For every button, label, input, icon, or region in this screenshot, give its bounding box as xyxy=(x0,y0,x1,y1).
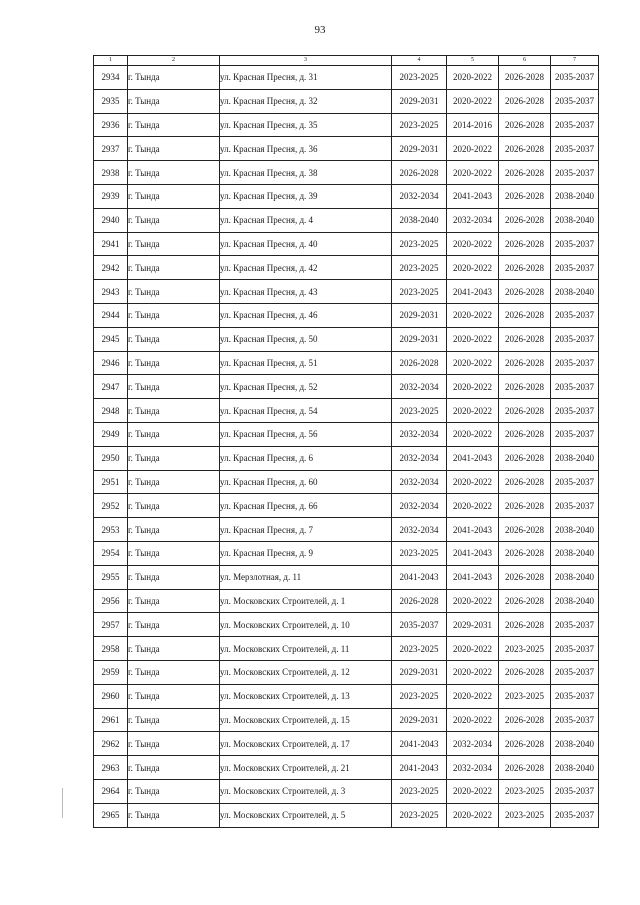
row-period-5: 2020-2022 xyxy=(447,494,499,518)
row-address: ул. Красная Пресня, д. 56 xyxy=(220,422,392,446)
row-period-4: 2023-2025 xyxy=(392,399,447,423)
table-row xyxy=(94,589,599,613)
row-period-4: 2023-2025 xyxy=(392,113,447,137)
row-period-5: 2020-2022 xyxy=(447,232,499,256)
row-period-4: 2029-2031 xyxy=(392,708,447,732)
table-row xyxy=(94,89,599,113)
row-city: г. Тында xyxy=(128,756,220,780)
row-period-5: 2020-2022 xyxy=(447,89,499,113)
table-body xyxy=(94,66,599,828)
row-period-5: 2020-2022 xyxy=(447,161,499,185)
row-period-5: 2020-2022 xyxy=(447,589,499,613)
table-row xyxy=(94,113,599,137)
table-row xyxy=(94,732,599,756)
row-address: ул. Красная Пресня, д. 36 xyxy=(220,137,392,161)
row-number: 2947 xyxy=(94,375,128,399)
row-city: г. Тында xyxy=(128,303,220,327)
row-period-7: 2035-2037 xyxy=(551,351,599,375)
row-city: г. Тында xyxy=(128,613,220,637)
row-period-6: 2023-2025 xyxy=(499,803,551,827)
row-city: г. Тында xyxy=(128,803,220,827)
row-period-4: 2041-2043 xyxy=(392,565,447,589)
row-address: ул. Красная Пресня, д. 35 xyxy=(220,113,392,137)
row-period-4: 2032-2034 xyxy=(392,184,447,208)
column-header: 5 xyxy=(447,56,499,66)
row-period-4: 2032-2034 xyxy=(392,518,447,542)
row-period-4: 2023-2025 xyxy=(392,256,447,280)
row-number: 2958 xyxy=(94,637,128,661)
row-city: г. Тында xyxy=(128,256,220,280)
row-period-5: 2020-2022 xyxy=(447,256,499,280)
row-city: г. Тында xyxy=(128,637,220,661)
row-number: 2936 xyxy=(94,113,128,137)
row-period-4: 2026-2028 xyxy=(392,351,447,375)
row-number: 2955 xyxy=(94,565,128,589)
row-address: ул. Красная Пресня, д. 52 xyxy=(220,375,392,399)
row-period-5: 2020-2022 xyxy=(447,351,499,375)
row-number: 2965 xyxy=(94,803,128,827)
row-period-6: 2026-2028 xyxy=(499,470,551,494)
row-city: г. Тында xyxy=(128,589,220,613)
row-period-5: 2020-2022 xyxy=(447,327,499,351)
row-city: г. Тында xyxy=(128,708,220,732)
column-header: 7 xyxy=(551,56,599,66)
row-period-7: 2035-2037 xyxy=(551,232,599,256)
row-period-7: 2038-2040 xyxy=(551,280,599,304)
row-period-7: 2038-2040 xyxy=(551,518,599,542)
row-city: г. Тында xyxy=(128,732,220,756)
table-row xyxy=(94,446,599,470)
row-address: ул. Красная Пресня, д. 38 xyxy=(220,161,392,185)
row-number: 2964 xyxy=(94,779,128,803)
row-city: г. Тында xyxy=(128,446,220,470)
row-city: г. Тында xyxy=(128,137,220,161)
row-period-4: 2032-2034 xyxy=(392,470,447,494)
row-address: ул. Московских Строителей, д. 15 xyxy=(220,708,392,732)
table-row xyxy=(94,756,599,780)
row-period-4: 2023-2025 xyxy=(392,280,447,304)
row-period-6: 2026-2028 xyxy=(499,708,551,732)
row-address: ул. Красная Пресня, д. 60 xyxy=(220,470,392,494)
row-period-7: 2035-2037 xyxy=(551,779,599,803)
row-number: 2948 xyxy=(94,399,128,423)
table-row xyxy=(94,184,599,208)
table-row xyxy=(94,66,599,90)
row-period-7: 2038-2040 xyxy=(551,732,599,756)
row-period-7: 2035-2037 xyxy=(551,399,599,423)
row-period-6: 2023-2025 xyxy=(499,779,551,803)
row-period-5: 2020-2022 xyxy=(447,422,499,446)
row-address: ул. Московских Строителей, д. 3 xyxy=(220,779,392,803)
row-number: 2950 xyxy=(94,446,128,470)
row-number: 2954 xyxy=(94,541,128,565)
row-city: г. Тында xyxy=(128,161,220,185)
row-address: ул. Красная Пресня, д. 54 xyxy=(220,399,392,423)
row-period-4: 2041-2043 xyxy=(392,732,447,756)
row-number: 2946 xyxy=(94,351,128,375)
row-number: 2941 xyxy=(94,232,128,256)
registry-table xyxy=(93,55,599,828)
table-row xyxy=(94,351,599,375)
row-city: г. Тында xyxy=(128,208,220,232)
row-address: ул. Красная Пресня, д. 40 xyxy=(220,232,392,256)
row-number: 2943 xyxy=(94,280,128,304)
row-period-7: 2035-2037 xyxy=(551,684,599,708)
row-address: ул. Красная Пресня, д. 50 xyxy=(220,327,392,351)
row-city: г. Тында xyxy=(128,494,220,518)
table-row xyxy=(94,232,599,256)
row-address: ул. Красная Пресня, д. 31 xyxy=(220,66,392,90)
table-row xyxy=(94,660,599,684)
row-city: г. Тында xyxy=(128,327,220,351)
table-row xyxy=(94,303,599,327)
row-period-6: 2026-2028 xyxy=(499,422,551,446)
row-period-5: 2020-2022 xyxy=(447,137,499,161)
row-period-7: 2035-2037 xyxy=(551,422,599,446)
column-header: 2 xyxy=(128,56,220,66)
row-period-4: 2029-2031 xyxy=(392,327,447,351)
table-header xyxy=(94,56,599,66)
row-period-4: 2026-2028 xyxy=(392,589,447,613)
row-period-4: 2032-2034 xyxy=(392,375,447,399)
row-city: г. Тында xyxy=(128,66,220,90)
table-row xyxy=(94,803,599,827)
row-period-6: 2026-2028 xyxy=(499,113,551,137)
row-period-5: 2041-2043 xyxy=(447,280,499,304)
row-period-5: 2020-2022 xyxy=(447,803,499,827)
row-period-7: 2035-2037 xyxy=(551,256,599,280)
row-period-4: 2041-2043 xyxy=(392,756,447,780)
row-period-6: 2023-2025 xyxy=(499,684,551,708)
row-period-6: 2026-2028 xyxy=(499,280,551,304)
row-address: ул. Красная Пресня, д. 51 xyxy=(220,351,392,375)
row-period-4: 2023-2025 xyxy=(392,803,447,827)
row-period-5: 2020-2022 xyxy=(447,637,499,661)
row-period-6: 2026-2028 xyxy=(499,351,551,375)
row-city: г. Тында xyxy=(128,232,220,256)
row-period-4: 2023-2025 xyxy=(392,779,447,803)
row-address: ул. Красная Пресня, д. 9 xyxy=(220,541,392,565)
row-period-6: 2026-2028 xyxy=(499,541,551,565)
row-period-7: 2035-2037 xyxy=(551,470,599,494)
row-period-7: 2038-2040 xyxy=(551,446,599,470)
row-number: 2934 xyxy=(94,66,128,90)
table-row xyxy=(94,280,599,304)
row-period-6: 2026-2028 xyxy=(499,208,551,232)
row-number: 2952 xyxy=(94,494,128,518)
table-row xyxy=(94,137,599,161)
row-city: г. Тында xyxy=(128,660,220,684)
row-period-4: 2023-2025 xyxy=(392,684,447,708)
row-period-4: 2032-2034 xyxy=(392,446,447,470)
row-period-7: 2038-2040 xyxy=(551,565,599,589)
row-period-6: 2026-2028 xyxy=(499,375,551,399)
row-period-4: 2029-2031 xyxy=(392,303,447,327)
row-period-4: 2029-2031 xyxy=(392,660,447,684)
row-period-5: 2020-2022 xyxy=(447,779,499,803)
row-period-5: 2020-2022 xyxy=(447,303,499,327)
row-period-5: 2020-2022 xyxy=(447,375,499,399)
row-period-6: 2026-2028 xyxy=(499,494,551,518)
row-number: 2956 xyxy=(94,589,128,613)
table-row xyxy=(94,256,599,280)
row-number: 2962 xyxy=(94,732,128,756)
row-address: ул. Московских Строителей, д. 10 xyxy=(220,613,392,637)
row-city: г. Тында xyxy=(128,422,220,446)
row-city: г. Тында xyxy=(128,565,220,589)
row-number: 2937 xyxy=(94,137,128,161)
row-period-4: 2029-2031 xyxy=(392,137,447,161)
row-period-6: 2026-2028 xyxy=(499,446,551,470)
row-period-7: 2035-2037 xyxy=(551,637,599,661)
row-period-4: 2029-2031 xyxy=(392,89,447,113)
row-period-4: 2023-2025 xyxy=(392,541,447,565)
row-period-5: 2041-2043 xyxy=(447,184,499,208)
row-period-7: 2035-2037 xyxy=(551,137,599,161)
row-period-6: 2026-2028 xyxy=(499,184,551,208)
row-period-5: 2020-2022 xyxy=(447,399,499,423)
row-address: ул. Мерзлотная, д. 11 xyxy=(220,565,392,589)
table-row xyxy=(94,541,599,565)
row-period-7: 2035-2037 xyxy=(551,494,599,518)
table-row xyxy=(94,161,599,185)
row-period-5: 2014-2016 xyxy=(447,113,499,137)
row-number: 2961 xyxy=(94,708,128,732)
row-number: 2951 xyxy=(94,470,128,494)
row-period-4: 2038-2040 xyxy=(392,208,447,232)
column-header: 6 xyxy=(499,56,551,66)
row-city: г. Тында xyxy=(128,89,220,113)
table-row xyxy=(94,613,599,637)
row-number: 2963 xyxy=(94,756,128,780)
row-period-7: 2035-2037 xyxy=(551,375,599,399)
row-period-5: 2020-2022 xyxy=(447,66,499,90)
row-address: ул. Красная Пресня, д. 46 xyxy=(220,303,392,327)
row-period-7: 2035-2037 xyxy=(551,803,599,827)
row-city: г. Тында xyxy=(128,470,220,494)
row-period-6: 2023-2025 xyxy=(499,637,551,661)
row-period-6: 2026-2028 xyxy=(499,327,551,351)
row-city: г. Тында xyxy=(128,375,220,399)
row-period-6: 2026-2028 xyxy=(499,256,551,280)
row-period-6: 2026-2028 xyxy=(499,137,551,161)
row-city: г. Тында xyxy=(128,684,220,708)
row-period-7: 2038-2040 xyxy=(551,756,599,780)
row-period-7: 2035-2037 xyxy=(551,113,599,137)
row-period-6: 2026-2028 xyxy=(499,89,551,113)
row-period-5: 2020-2022 xyxy=(447,684,499,708)
row-period-7: 2038-2040 xyxy=(551,208,599,232)
row-period-5: 2032-2034 xyxy=(447,756,499,780)
row-period-4: 2026-2028 xyxy=(392,161,447,185)
row-period-5: 2032-2034 xyxy=(447,732,499,756)
row-address: ул. Красная Пресня, д. 32 xyxy=(220,89,392,113)
row-city: г. Тында xyxy=(128,779,220,803)
row-period-5: 2020-2022 xyxy=(447,660,499,684)
row-address: ул. Красная Пресня, д. 7 xyxy=(220,518,392,542)
row-number: 2944 xyxy=(94,303,128,327)
column-header: 3 xyxy=(220,56,392,66)
table-row xyxy=(94,494,599,518)
row-number: 2945 xyxy=(94,327,128,351)
row-period-6: 2026-2028 xyxy=(499,66,551,90)
row-number: 2959 xyxy=(94,660,128,684)
row-period-4: 2023-2025 xyxy=(392,637,447,661)
row-period-5: 2029-2031 xyxy=(447,613,499,637)
row-address: ул. Красная Пресня, д. 39 xyxy=(220,184,392,208)
table-row xyxy=(94,779,599,803)
row-period-4: 2032-2034 xyxy=(392,494,447,518)
column-header: 1 xyxy=(94,56,128,66)
row-period-7: 2035-2037 xyxy=(551,89,599,113)
row-number: 2940 xyxy=(94,208,128,232)
table-row xyxy=(94,684,599,708)
row-period-6: 2026-2028 xyxy=(499,399,551,423)
row-number: 2935 xyxy=(94,89,128,113)
table-row xyxy=(94,637,599,661)
row-city: г. Тында xyxy=(128,184,220,208)
table-row xyxy=(94,565,599,589)
row-address: ул. Московских Строителей, д. 1 xyxy=(220,589,392,613)
row-city: г. Тында xyxy=(128,541,220,565)
row-period-6: 2026-2028 xyxy=(499,589,551,613)
row-period-6: 2026-2028 xyxy=(499,161,551,185)
row-period-7: 2035-2037 xyxy=(551,66,599,90)
row-period-5: 2032-2034 xyxy=(447,208,499,232)
row-period-6: 2026-2028 xyxy=(499,232,551,256)
row-period-6: 2026-2028 xyxy=(499,565,551,589)
row-period-5: 2020-2022 xyxy=(447,708,499,732)
row-number: 2953 xyxy=(94,518,128,542)
row-address: ул. Московских Строителей, д. 21 xyxy=(220,756,392,780)
row-city: г. Тында xyxy=(128,351,220,375)
row-period-6: 2026-2028 xyxy=(499,732,551,756)
row-period-6: 2026-2028 xyxy=(499,613,551,637)
row-address: ул. Московских Строителей, д. 17 xyxy=(220,732,392,756)
row-city: г. Тында xyxy=(128,399,220,423)
header-row xyxy=(94,56,599,66)
row-period-7: 2035-2037 xyxy=(551,303,599,327)
row-period-7: 2035-2037 xyxy=(551,660,599,684)
row-period-7: 2038-2040 xyxy=(551,541,599,565)
row-address: ул. Красная Пресня, д. 66 xyxy=(220,494,392,518)
row-period-7: 2038-2040 xyxy=(551,589,599,613)
row-number: 2942 xyxy=(94,256,128,280)
row-address: ул. Красная Пресня, д. 6 xyxy=(220,446,392,470)
row-period-7: 2035-2037 xyxy=(551,613,599,637)
row-period-6: 2026-2028 xyxy=(499,518,551,542)
row-period-6: 2026-2028 xyxy=(499,756,551,780)
row-address: ул. Красная Пресня, д. 42 xyxy=(220,256,392,280)
row-address: ул. Московских Строителей, д. 11 xyxy=(220,637,392,661)
row-period-5: 2041-2043 xyxy=(447,446,499,470)
row-period-4: 2023-2025 xyxy=(392,66,447,90)
row-period-4: 2035-2037 xyxy=(392,613,447,637)
row-period-7: 2035-2037 xyxy=(551,327,599,351)
scan-mark xyxy=(62,788,63,818)
row-period-5: 2020-2022 xyxy=(447,470,499,494)
table-row xyxy=(94,327,599,351)
row-period-5: 2041-2043 xyxy=(447,518,499,542)
row-number: 2938 xyxy=(94,161,128,185)
row-period-6: 2026-2028 xyxy=(499,303,551,327)
row-address: ул. Красная Пресня, д. 43 xyxy=(220,280,392,304)
row-number: 2960 xyxy=(94,684,128,708)
table-row xyxy=(94,518,599,542)
table-row xyxy=(94,470,599,494)
page-number: 93 xyxy=(314,24,326,36)
row-period-7: 2038-2040 xyxy=(551,184,599,208)
row-address: ул. Московских Строителей, д. 12 xyxy=(220,660,392,684)
table-row xyxy=(94,375,599,399)
row-period-4: 2023-2025 xyxy=(392,232,447,256)
row-city: г. Тында xyxy=(128,280,220,304)
row-period-5: 2041-2043 xyxy=(447,541,499,565)
row-period-5: 2041-2043 xyxy=(447,565,499,589)
table-row xyxy=(94,422,599,446)
row-city: г. Тында xyxy=(128,113,220,137)
table-row xyxy=(94,399,599,423)
row-address: ул. Красная Пресня, д. 4 xyxy=(220,208,392,232)
row-address: ул. Московских Строителей, д. 5 xyxy=(220,803,392,827)
row-number: 2939 xyxy=(94,184,128,208)
row-city: г. Тында xyxy=(128,518,220,542)
table-row xyxy=(94,708,599,732)
row-period-7: 2035-2037 xyxy=(551,161,599,185)
row-address: ул. Московских Строителей, д. 13 xyxy=(220,684,392,708)
row-number: 2949 xyxy=(94,422,128,446)
column-header: 4 xyxy=(392,56,447,66)
table-row xyxy=(94,208,599,232)
row-number: 2957 xyxy=(94,613,128,637)
row-period-6: 2026-2028 xyxy=(499,660,551,684)
row-period-7: 2035-2037 xyxy=(551,708,599,732)
row-period-4: 2032-2034 xyxy=(392,422,447,446)
